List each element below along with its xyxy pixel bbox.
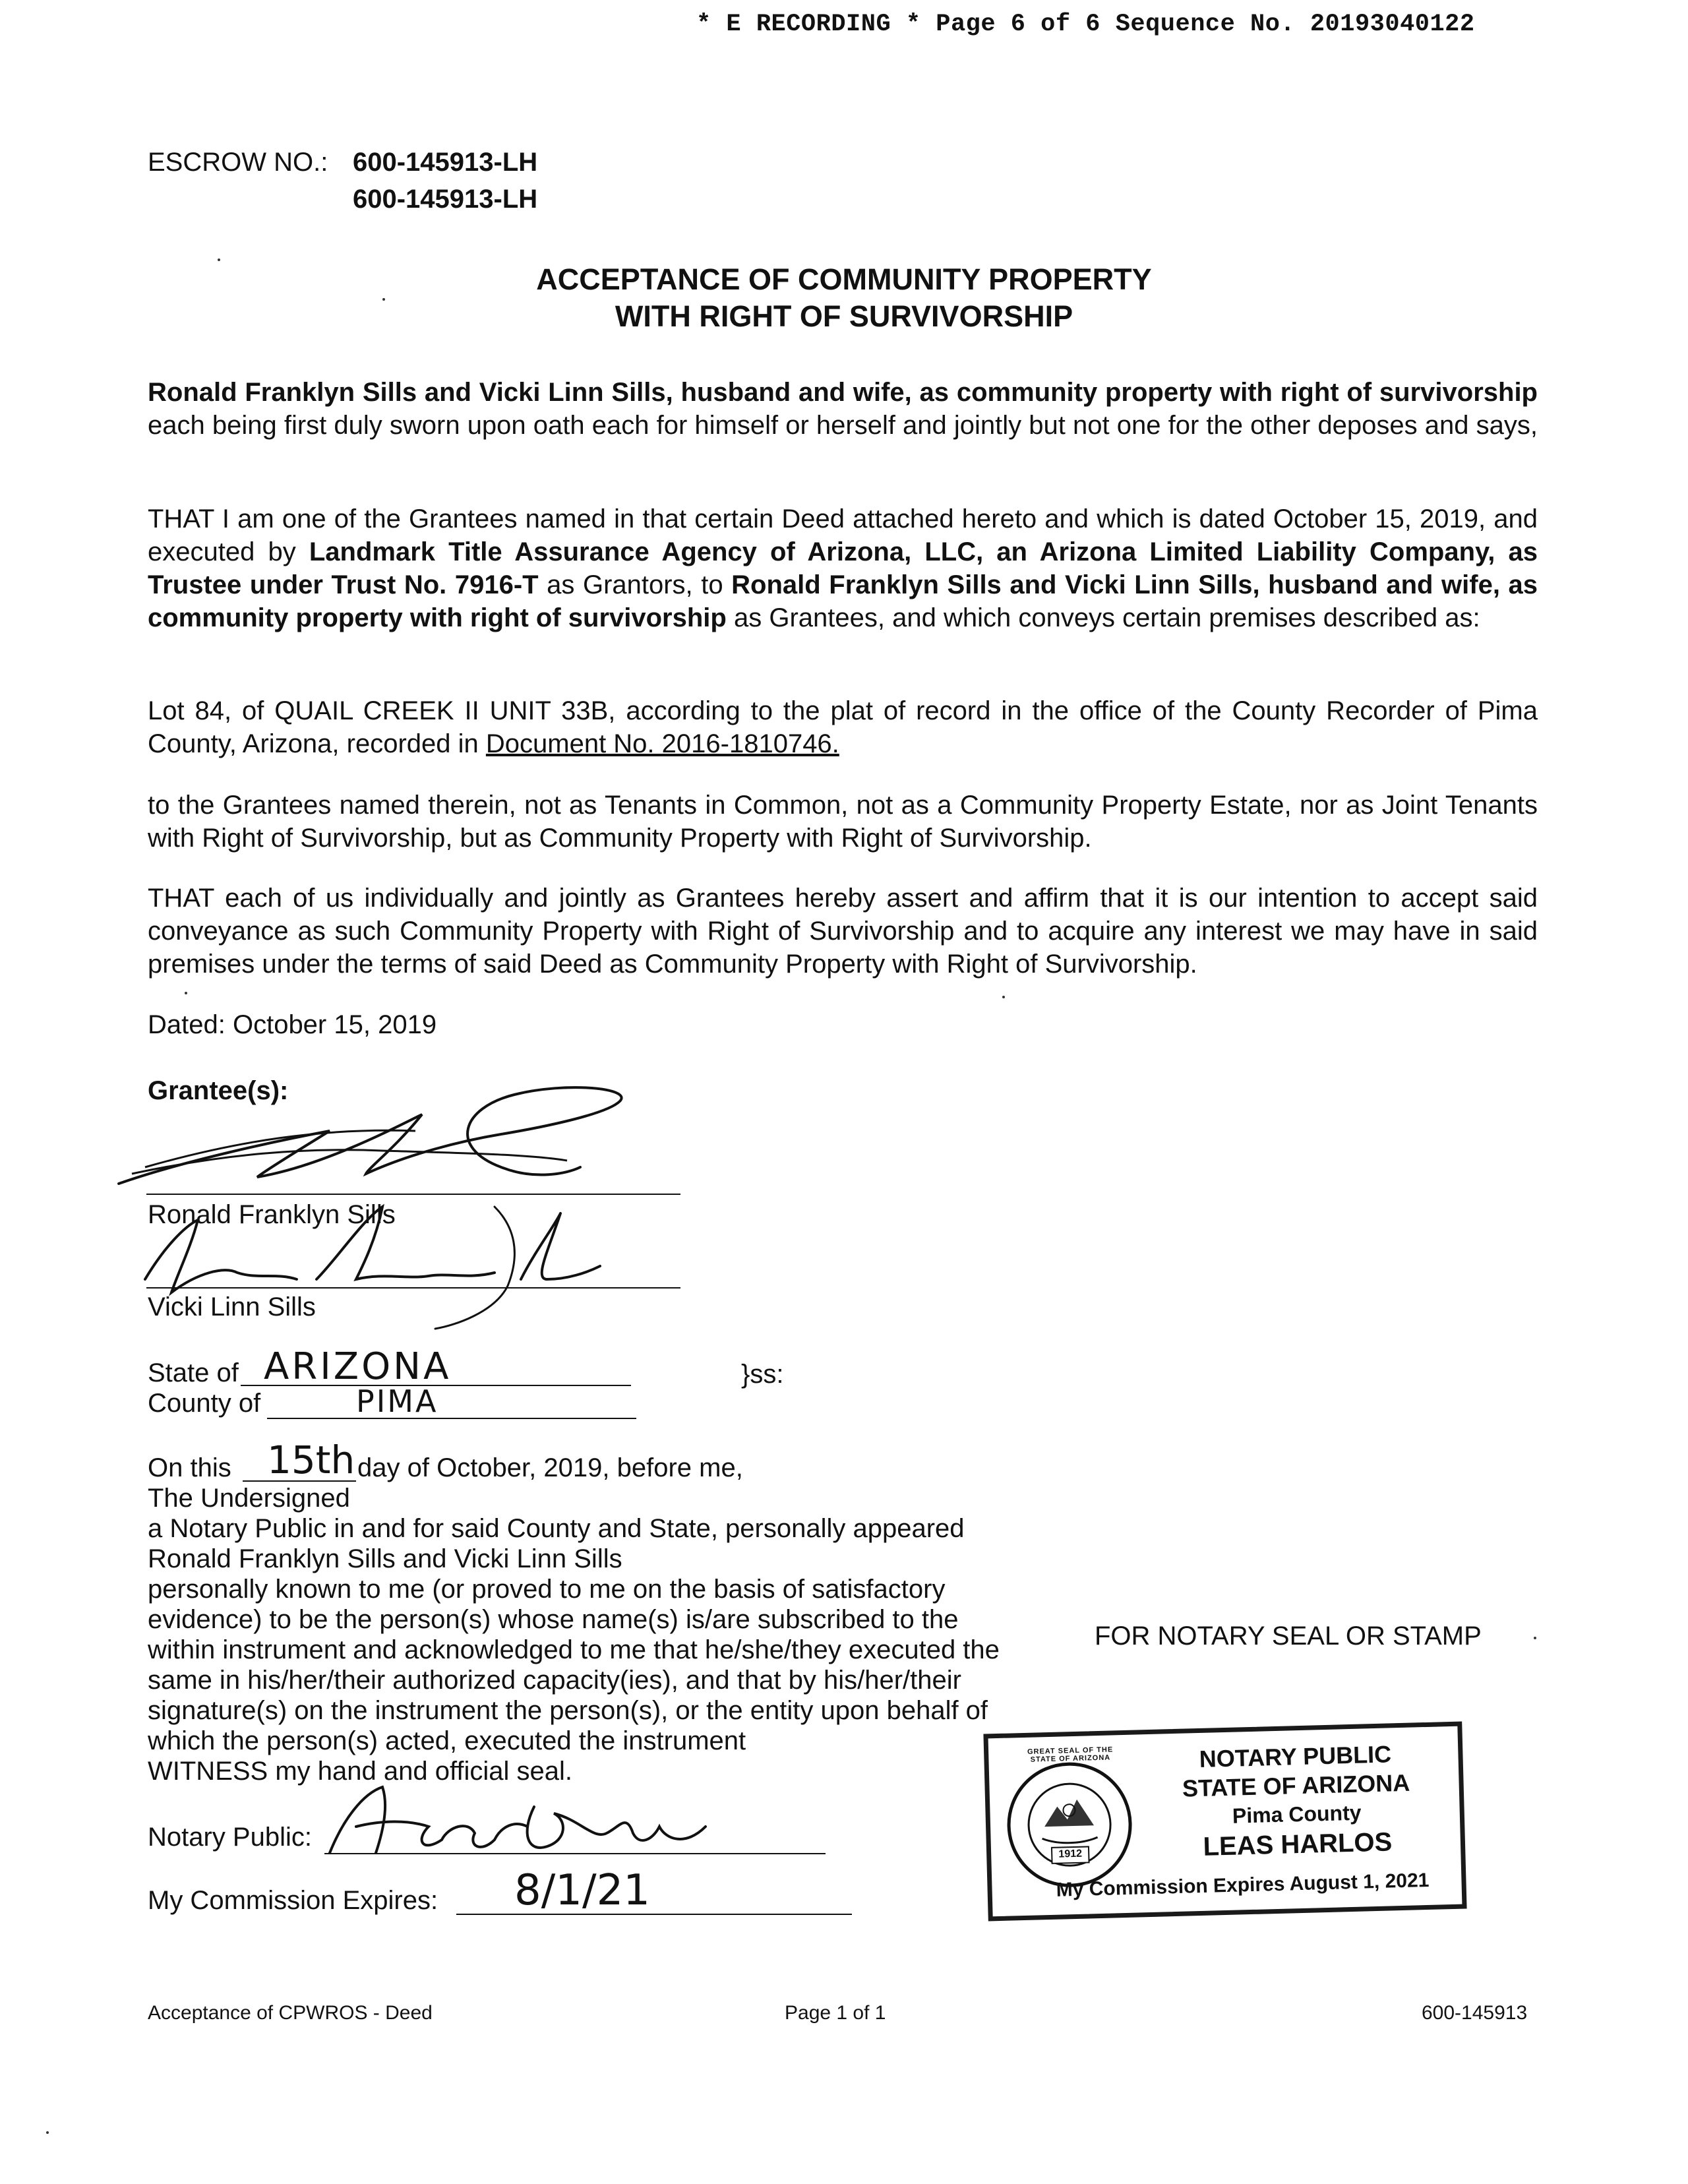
paragraph-tenancy: to the Grantees named therein, not as Tenants in Common, not as a Community Property Estate, nor as Joint Tenants with Right of Survivorship, but as Community Property with Right of Survivorship. <box>148 791 1538 853</box>
state-label: State of <box>148 1358 239 1387</box>
stamp-text <box>1140 1738 1453 1865</box>
ss-mark: }ss: <box>741 1360 784 1389</box>
notary-text-6: evidence) to be the person(s) whose name(s) is/are subscribed to the <box>148 1605 959 1634</box>
deed-text-c: as Grantors, to <box>538 570 732 599</box>
affiant-oath-text: each being first duly sworn upon oath each for himself or herself and jointly but not one for the other deposes and says, <box>148 411 1538 440</box>
commission-expires-label: My Commission Expires: <box>148 1886 438 1915</box>
dated-line: Dated: October 15, 2019 <box>148 1010 437 1039</box>
scan-speck <box>1002 996 1005 998</box>
title-line-1: ACCEPTANCE OF COMMUNITY PROPERTY <box>536 262 1152 296</box>
escrow-number-repeat: 600-145913-LH <box>353 185 538 214</box>
seal-ring-text: GREAT SEAL OF THE STATE OF ARIZONA <box>1027 1745 1114 1764</box>
escrow-label: ESCROW NO.: <box>148 148 328 177</box>
county-line <box>267 1418 636 1419</box>
scan-speck <box>185 992 187 994</box>
document-number-reference: Document No. 2016-1810746. <box>485 729 839 758</box>
notary-text-4: Ronald Franklyn Sills and Vicki Linn Sills <box>148 1544 622 1573</box>
stamp-line-4: LEAS HARLOS <box>1203 1827 1393 1862</box>
escrow-number: 600-145913-LH <box>353 148 538 177</box>
title-line-2: WITH RIGHT OF SURVIVORSHIP <box>615 299 1073 333</box>
notary-text-10: which the person(s) acted, executed the instrument <box>148 1726 746 1755</box>
day-month-year: day of October, 2019, before me, <box>357 1453 743 1482</box>
affiant-names: Ronald Franklyn Sills and Vicki Linn Sills, husband and wife, as community property with right of survivorship <box>148 378 1538 407</box>
footer-right: 600-145913 <box>1422 2002 1528 2024</box>
seal-year: 1912 <box>1058 1848 1083 1860</box>
day-value: 15th <box>267 1438 355 1482</box>
grantee-signature-line-2 <box>146 1287 680 1289</box>
on-this-label: On this <box>148 1453 231 1482</box>
recording-header: * E RECORDING * Page 6 of 6 Sequence No. 20193040122 <box>696 11 1475 38</box>
stamp-line-5: My Commission Expires August 1, 2021 <box>1056 1869 1430 1901</box>
notary-signature-line <box>324 1853 826 1854</box>
document-title <box>0 261 1688 335</box>
notary-text-9: signature(s) on the instrument the person(s), or the entity upon behalf of <box>148 1696 988 1725</box>
paragraph-deed <box>148 502 1538 634</box>
undersigned: The Undersigned <box>148 1484 350 1513</box>
grantee-names: Ronald Franklyn Sills and Vicki Linn Sills, husband and wife, as community property with right of survivorship <box>148 570 1538 632</box>
notary-stamp <box>983 1722 1466 1922</box>
day-line <box>243 1480 356 1482</box>
stamp-line-1: NOTARY PUBLIC <box>1199 1740 1392 1773</box>
commission-expires-line <box>456 1914 852 1915</box>
paragraph-legal-description <box>148 694 1538 760</box>
notary-text-5: personally known to me (or proved to me on the basis of satisfactory <box>148 1575 946 1604</box>
state-value: ARIZONA <box>264 1345 452 1388</box>
legal-description-text: Lot 84, of QUAIL CREEK II UNIT 33B, according to the plat of record in the office of the County Recorder of Pima County, Arizona, recorded in <box>148 696 1538 758</box>
scan-speck <box>46 2131 49 2134</box>
state-seal-icon <box>1004 1759 1136 1891</box>
paragraph-affiants <box>148 376 1538 442</box>
grantee-name-2: Vicki Linn Sills <box>148 1292 316 1321</box>
notary-text-8: same in his/her/their authorized capacity(ies), and that by his/her/their <box>148 1666 961 1695</box>
county-label: County of <box>148 1389 261 1418</box>
commission-expires-value: 8/1/21 <box>514 1866 650 1915</box>
notary-text-7: within instrument and acknowledged to me that he/she/they executed the <box>148 1635 1000 1664</box>
grantees-label: Grantee(s): <box>148 1076 289 1105</box>
footer-page: Page 1 of 1 <box>785 2002 886 2024</box>
scan-speck <box>218 258 220 261</box>
notary-text-11: WITNESS my hand and official seal. <box>148 1757 572 1786</box>
grantor-name: Landmark Title Assurance Agency of Arizona, LLC, an Arizona Limited Liability Company, as Trustee under Trust No. 7916-T <box>148 537 1538 599</box>
deed-text-a: THAT I am one of the Grantees named in that certain Deed attached hereto and which is dated October 15, 2019, and executed by <box>148 504 1538 566</box>
notary-seal-caption: FOR NOTARY SEAL OR STAMP <box>1095 1622 1482 1651</box>
footer-left: Acceptance of CPWROS - Deed <box>148 2002 433 2024</box>
scan-speck <box>382 298 385 301</box>
paragraph-intention: THAT each of us individually and jointly as Grantees hereby assert and affirm that it is our intention to accept said conveyance as such Community Property with Right of Survivorship and to acquire any interest we may have in said premises under the terms of said Deed as Community Property with Right of Survivorship. <box>148 884 1538 979</box>
stamp-line-2: STATE OF ARIZONA <box>1182 1769 1410 1802</box>
notary-text-3: a Notary Public in and for said County and State, personally appeared <box>148 1514 965 1543</box>
deed-text-e: as Grantees, and which conveys certain premises described as: <box>726 603 1480 632</box>
stamp-line-3: Pima County <box>1232 1800 1362 1828</box>
notary-public-label: Notary Public: <box>148 1823 312 1852</box>
grantee-name-1: Ronald Franklyn Sills <box>148 1200 396 1229</box>
caption-speck <box>1534 1637 1536 1639</box>
county-value: PIMA <box>356 1383 438 1419</box>
